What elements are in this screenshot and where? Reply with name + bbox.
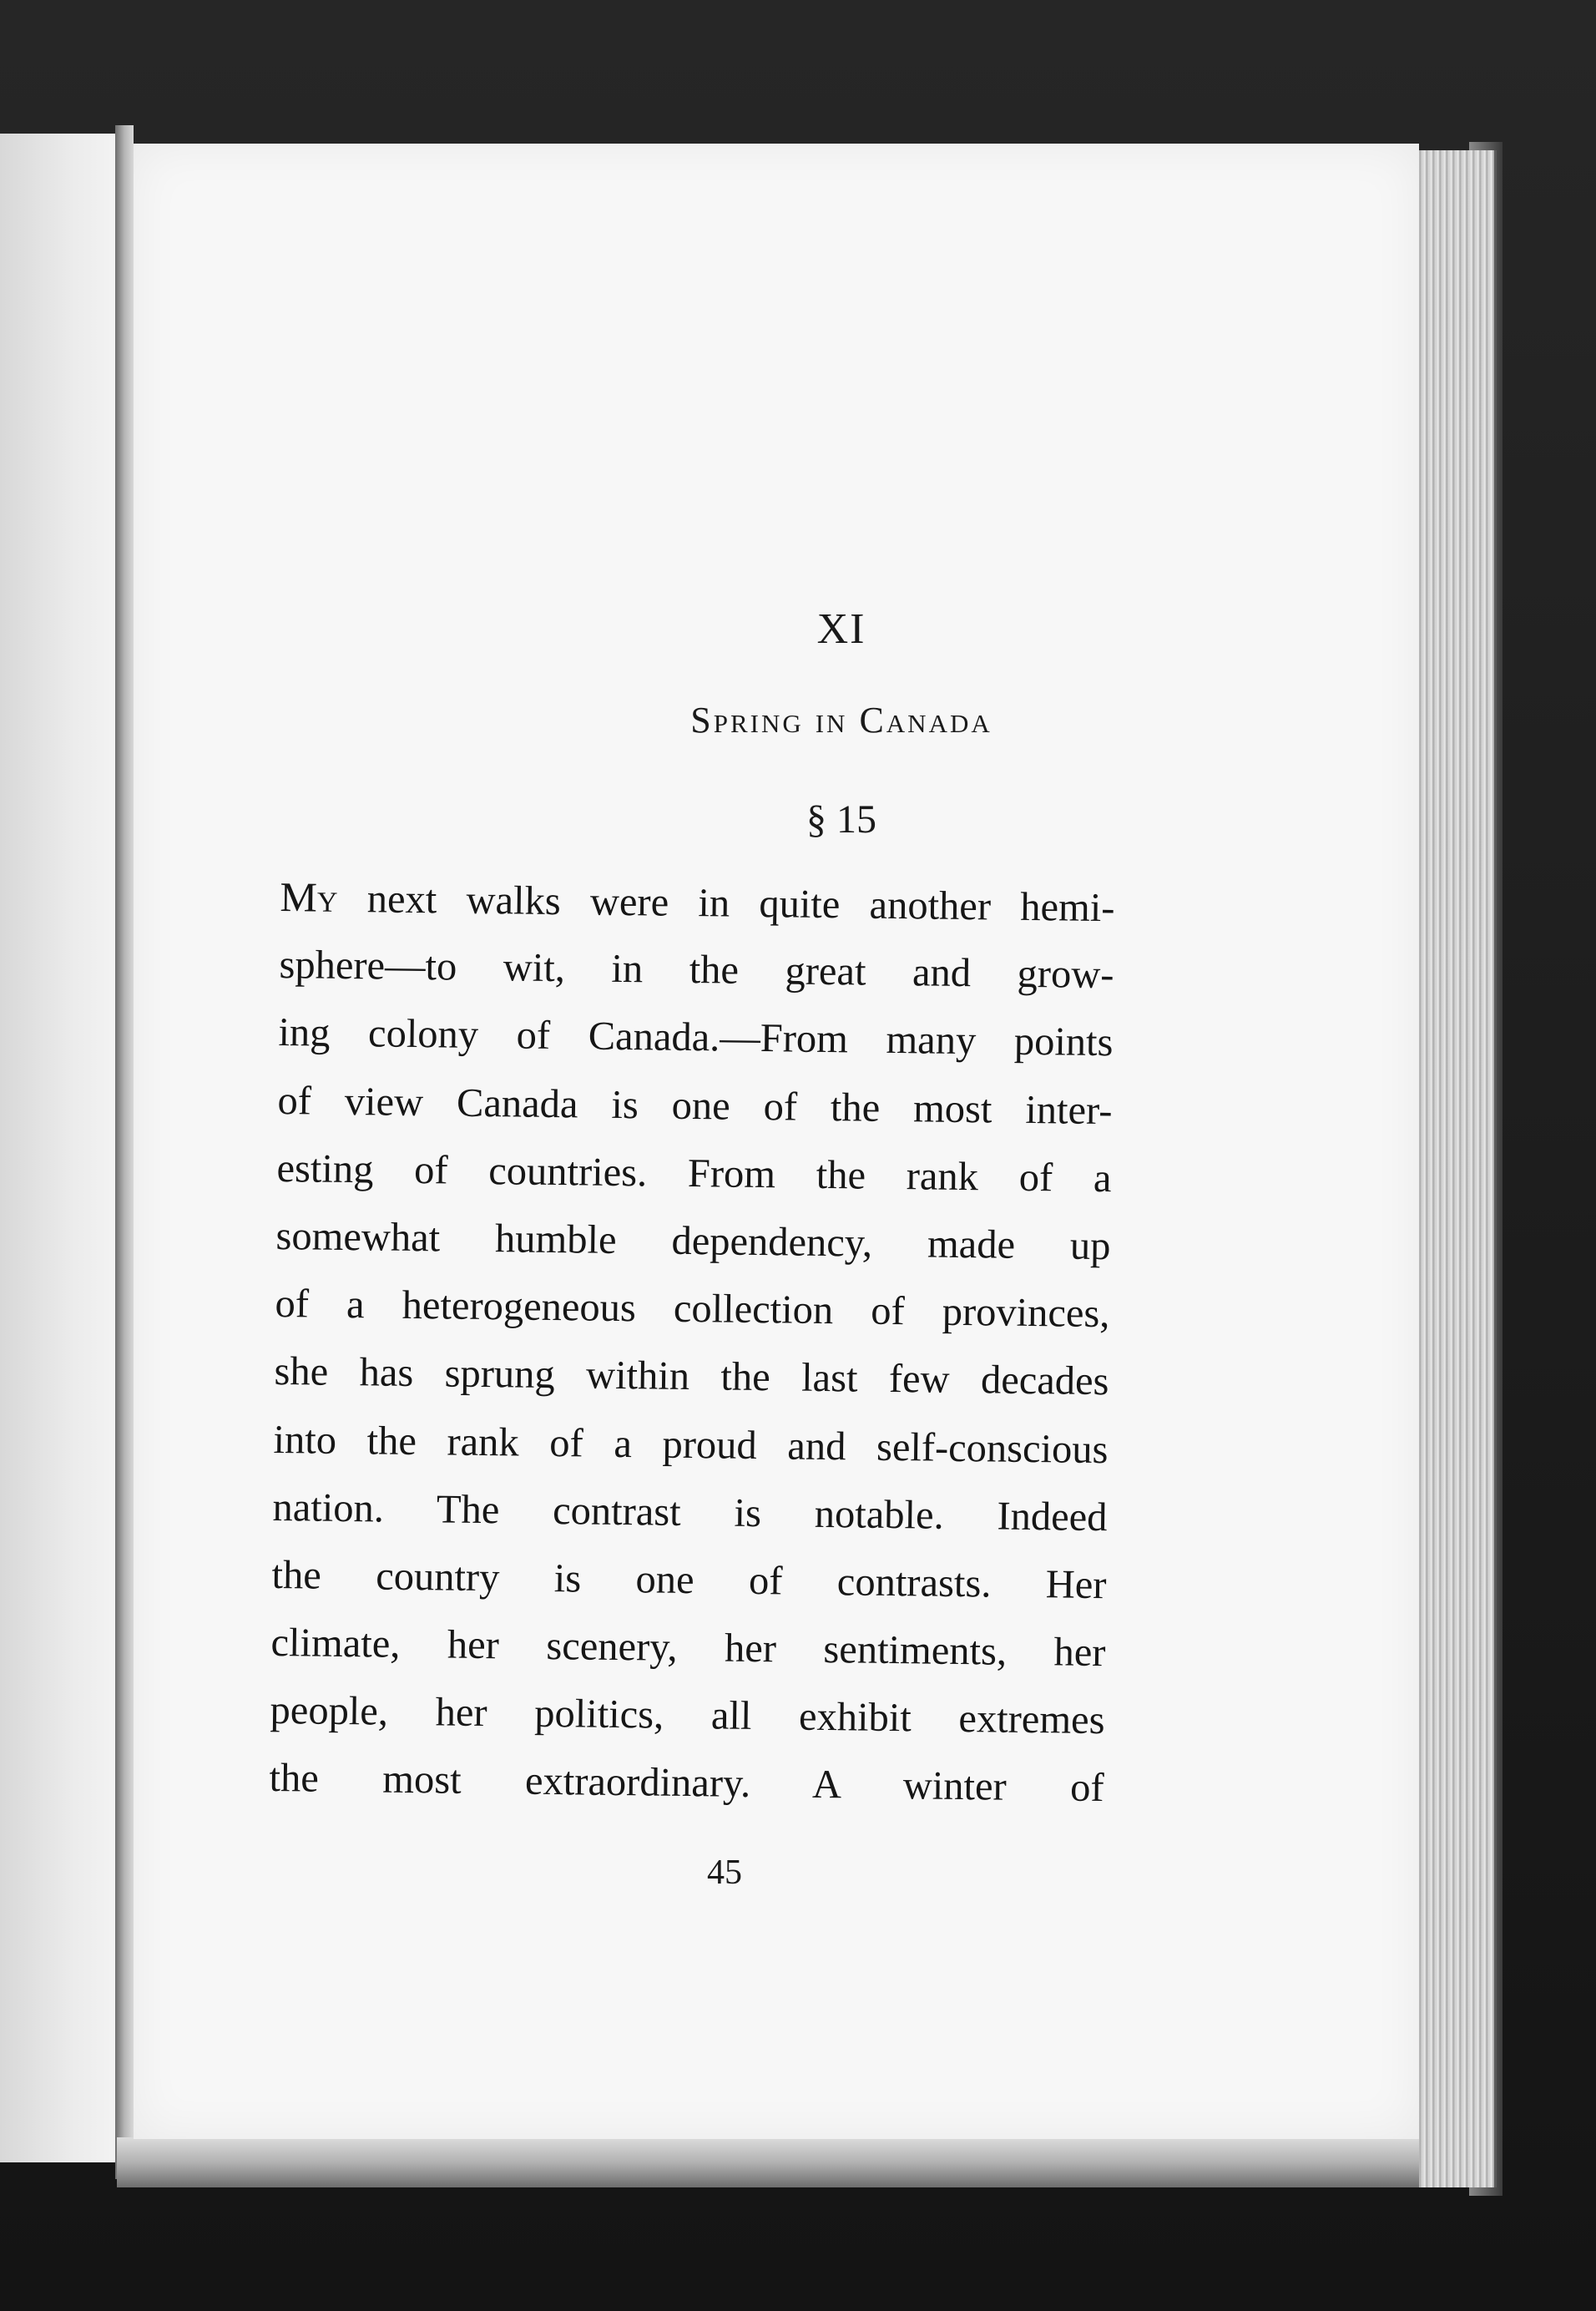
body-line-text: next walks were in quite another hemi- [366,877,1115,931]
body-line: into the rank of a proud and self-conscious [273,1417,1109,1472]
first-word-initial: M [280,872,318,921]
body-line: of a heterogeneous collection of provinces, [275,1282,1110,1337]
chapter-number: XI [816,605,866,653]
page-bottom-edge [117,2137,1419,2187]
body-line [280,863,1115,941]
previous-page-edge [0,134,129,2162]
section-number: § 15 [806,797,876,842]
chapter-title: Spring in Canada [690,700,992,741]
body-line: sphere—to wit, in the great and grow- [279,943,1114,998]
book-page [134,144,1419,2139]
body-line: of view Canada is one of the most inter- [277,1078,1113,1133]
body-line: she has sprung within the last few decades [274,1349,1109,1404]
book-gutter [115,125,134,2179]
page-number: 45 [707,1853,742,1892]
body-line: ing colony of Canada.—From many points [278,1010,1114,1065]
body-line: the country is one of contrasts. Her [271,1552,1107,1608]
first-word-rest: y [316,876,338,921]
body-line: somewhat humble dependency, made up [275,1213,1111,1269]
body-line: people, her politics, all exhibit extremes [270,1688,1105,1743]
body-line: esting of countries. From the rank of a [276,1145,1112,1201]
body-line: climate, her scenery, her sentiments, her [270,1620,1106,1676]
body-line: the most extraordinary. A winter of [269,1756,1104,1811]
body-text [269,863,1115,1823]
body-line: nation. The contrast is notable. Indeed [272,1484,1108,1540]
